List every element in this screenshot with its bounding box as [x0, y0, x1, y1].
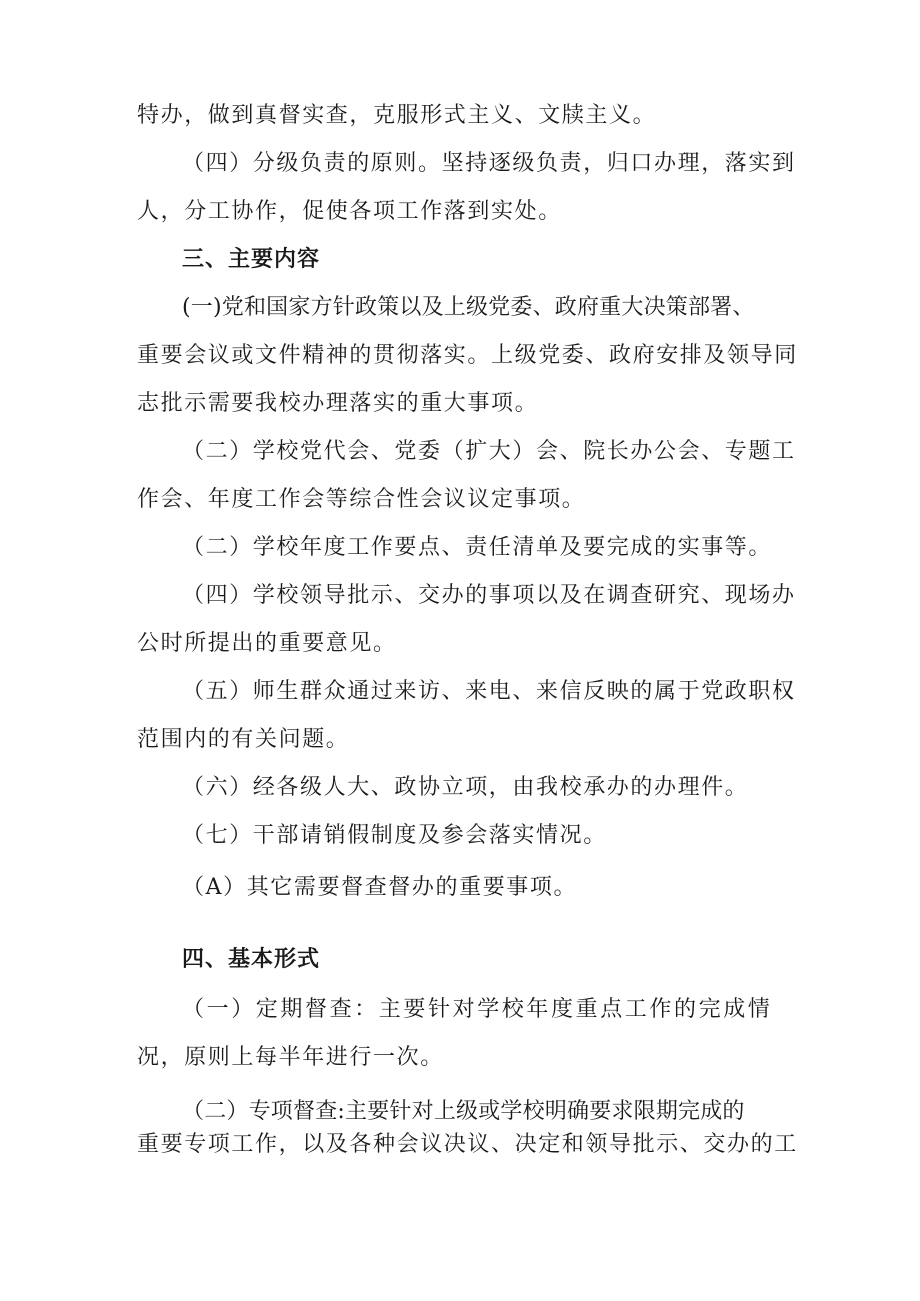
- section-heading-3: 三、主要内容: [182, 247, 321, 272]
- paragraph-line: 范围内的有关问题。: [137, 727, 350, 752]
- paragraph-line: （四）分级负责的原则。坚持逐级负责，归口办理，落实到: [182, 151, 796, 176]
- paragraph-line: 重要专项工作，以及各种会议决议、决定和领导批示、交办的工: [137, 1132, 798, 1157]
- paragraph-line: （二）学校党代会、党委（扩大）会、院长办公会、专题工: [182, 439, 796, 464]
- paragraph-line: （A）其它需要督查督办的重要事项。: [182, 875, 578, 900]
- paragraph-line: 况，原则上每半年进行一次。: [137, 1045, 444, 1070]
- paragraph-line: 作会、年度工作会等综合性会议议定事项。: [137, 487, 586, 512]
- paragraph-line: （七）干部请销假制度及参会落实情况。: [182, 823, 607, 848]
- section-heading-4: 四、基本形式: [182, 947, 321, 972]
- paragraph-line: 公时所提出的重要意见。: [137, 631, 397, 656]
- paragraph-line: （五）师生群众通过来访、来电、来信反映的属于党政职权: [182, 679, 796, 704]
- paragraph-line: （二）专项督查:主要针对上级或学校明确要求限期完成的: [182, 1099, 745, 1124]
- paragraph-line: (一)党和国家方针政策以及上级党委、政府重大决策部署、: [182, 295, 755, 320]
- paragraph-continuation: 特办，做到真督实查，克服形式主义、文牍主义。: [137, 103, 657, 128]
- paragraph-line: 重要会议或文件精神的贯彻落实。上级党委、政府安排及领导同: [137, 343, 798, 368]
- paragraph-line: 人，分工协作，促使各项工作落到实处。: [137, 199, 562, 224]
- paragraph-line: 志批示需要我校办理落实的重大事项。: [137, 391, 539, 416]
- paragraph-line: （二）学校年度工作要点、责任清单及要完成的实事等。: [182, 535, 773, 560]
- paragraph-line: （六）经各级人大、政协立项，由我校承办的办理件。: [182, 775, 749, 800]
- paragraph-line: （一）定期督查：主要针对学校年度重点工作的完成情: [182, 997, 773, 1022]
- paragraph-line: （四）学校领导批示、交办的事项以及在调查研究、现场办: [182, 583, 796, 608]
